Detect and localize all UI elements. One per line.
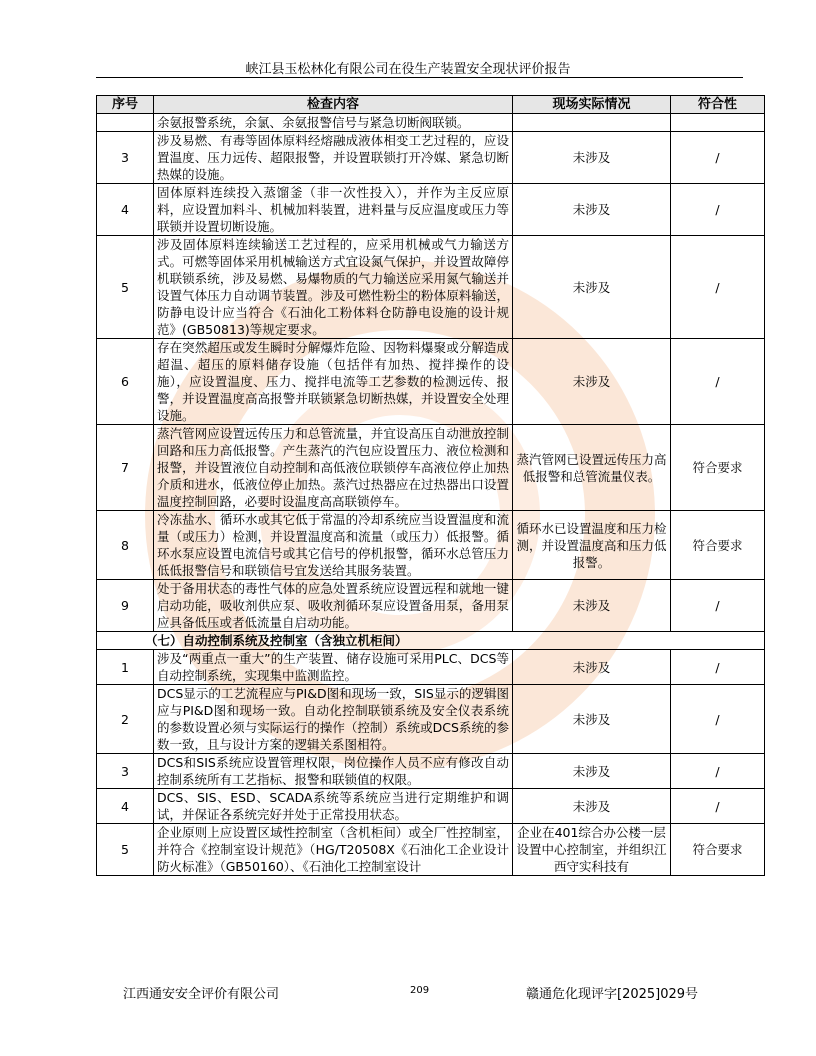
row-no: 6	[97, 339, 154, 425]
table-row	[97, 789, 765, 824]
table-row	[97, 425, 765, 511]
col-header-content: 检查内容	[154, 96, 513, 114]
table-row	[97, 685, 765, 754]
row-status: 蒸汽管网已设置远传压力高低报警和总管流量仪表。	[513, 425, 671, 511]
row-status: 未涉及	[513, 184, 671, 236]
row-no: 2	[97, 685, 154, 754]
table-row	[97, 580, 765, 632]
table-row	[97, 511, 765, 580]
row-content: 存在突然超压或发生瞬时分解爆炸危险、因物料爆聚或分解造成超温、超压的原料储存设施（包括伴有加热、搅拌操作的设施），应设置温度、压力、搅拌电流等工艺参数的检测远传、报警，并设置温度高高报警并联锁紧急切断热媒，并设置安全处理设施。	[154, 339, 513, 425]
row-compliance: /	[671, 754, 765, 789]
inspection-table	[96, 95, 765, 876]
col-header-status: 现场实际情况	[513, 96, 671, 114]
section-row	[97, 632, 765, 650]
row-status: 未涉及	[513, 132, 671, 184]
row-no: 5	[97, 236, 154, 339]
row-status: 未涉及	[513, 236, 671, 339]
row-compliance: /	[671, 789, 765, 824]
page-header: 峡江县玉松林化有限公司在役生产装置安全现状评价报告	[245, 62, 571, 77]
header-rule	[96, 77, 743, 78]
row-status: 企业在401综合办公楼一层设置中心控制室，并组织江西守实科技有	[513, 824, 671, 876]
row-compliance: /	[671, 184, 765, 236]
row-status: 未涉及	[513, 789, 671, 824]
row-content: 固体原料连续投入蒸馏釜（非一次性投入），并作为主反应原料，应设置加料斗、机械加料装置，进料量与反应温度或压力等联锁并设置切断设施。	[154, 184, 513, 236]
row-no: 9	[97, 580, 154, 632]
row-content: DCS、SIS、ESD、SCADA系统等系统应当进行定期维护和调试，并保证各系统完好并处于正常投用状态。	[154, 789, 513, 824]
row-compliance: 符合要求	[671, 824, 765, 876]
row-status: 未涉及	[513, 650, 671, 685]
row-status: 未涉及	[513, 339, 671, 425]
row-content: 企业原则上应设置区域性控制室（含机柜间）或全厂性控制室，并符合《控制室设计规范》（HG/T20508X《石油化工企业设计防火标准》（GB50160）、《石油化工控制室设计	[154, 824, 513, 876]
row-content: 涉及易燃、有毒等固体原料经熔融成液体相变工艺过程的，应设置温度、压力远传、超限报警，并设置联锁打开冷媒、紧急切断热媒的设施。	[154, 132, 513, 184]
row-no: 3	[97, 132, 154, 184]
row-content: 涉及“两重点一重大”的生产装置、储存设施可采用PLC、DCS等自动控制系统，实现集中监测监控。	[154, 650, 513, 685]
footer-page-number: 209	[410, 985, 430, 996]
table-row	[97, 824, 765, 876]
row-compliance: 符合要求	[671, 425, 765, 511]
col-header-no: 序号	[97, 96, 154, 114]
row-no: 5	[97, 824, 154, 876]
row-content: DCS和SIS系统应设置管理权限，岗位操作人员不应有修改自动控制系统所有工艺指标、报警和联锁值的权限。	[154, 754, 513, 789]
table-row	[97, 754, 765, 789]
row-compliance: /	[671, 580, 765, 632]
row-compliance: /	[671, 236, 765, 339]
footer-company: 江西通安安全评价有限公司	[123, 987, 280, 1002]
row-status	[513, 114, 671, 132]
table-row	[97, 236, 765, 339]
row-no: 4	[97, 184, 154, 236]
row-no: 8	[97, 511, 154, 580]
row-content: 冷冻盐水、循环水或其它低于常温的冷却系统应当设置温度和流量（或压力）检测，并设置温度高和流量（或压力）低报警。循环水泵应设置电流信号或其它信号的停机报警，循环水总管压力低低报警信号和联锁信号宜发送给其服务装置。	[154, 511, 513, 580]
row-no: 7	[97, 425, 154, 511]
row-compliance: /	[671, 650, 765, 685]
table-row	[97, 339, 765, 425]
row-compliance: /	[671, 339, 765, 425]
table-row	[97, 650, 765, 685]
row-status: 循环水已设置温度和压力检测，并设置温度高和压力低报警。	[513, 511, 671, 580]
row-content: 涉及固体原料连续输送工艺过程的，应采用机械或气力输送方式。可燃等固体采用机械输送方式宜设氮气保护，并设置故障停机联锁系统，涉及易燃、易爆物质的气力输送应采用氮气输送并设置气体压力自动调节装置。涉及可燃性粉尘的粉体原料输送，防静电设计应当符合《石油化工粉体料仓防静电设施的设计规范》(GB50813)等规定要求。	[154, 236, 513, 339]
row-compliance: /	[671, 685, 765, 754]
row-no	[97, 114, 154, 132]
row-content: 处于备用状态的毒性气体的应急处置系统应设置远程和就地一键启动功能，吸收剂供应泵、吸收剂循环泵应设置备用泵，备用泵应具备低压或者低流量自启动功能。	[154, 580, 513, 632]
row-status: 未涉及	[513, 685, 671, 754]
row-status: 未涉及	[513, 580, 671, 632]
section-title: （七）自动控制系统及控制室（含独立机柜间）	[97, 632, 765, 650]
col-header-compliance: 符合性	[671, 96, 765, 114]
table-header-row	[97, 96, 765, 114]
table-row	[97, 184, 765, 236]
footer-doc-number: 赣通危化现评字[2025]029号	[526, 987, 699, 1002]
table-row	[97, 114, 765, 132]
row-compliance: /	[671, 132, 765, 184]
row-no: 4	[97, 789, 154, 824]
row-no: 3	[97, 754, 154, 789]
row-status: 未涉及	[513, 754, 671, 789]
row-no: 1	[97, 650, 154, 685]
row-compliance: 符合要求	[671, 511, 765, 580]
row-content: DCS显示的工艺流程应与PI&D图和现场一致，SIS显示的逻辑图应与PI&D图和现场一致。自动化控制联锁系统及安全仪表系统的参数设置必须与实际运行的操作（控制）系统或DCS系统的参数一致，且与设计方案的逻辑关系图相符。	[154, 685, 513, 754]
row-content: 蒸汽管网应设置远传压力和总管流量，并宜设高压自动泄放控制回路和压力高低报警。产生蒸汽的汽包应设置压力、液位检测和报警，并设置液位自动控制和高低液位联锁停车高液位停止加热介质和进水，低液位停止加热。蒸汽过热器应在过热器出口设置温度控制回路，必要时设温度高高联锁停车。	[154, 425, 513, 511]
row-content: 余氨报警系统，余氯、余氨报警信号与紧急切断阀联锁。	[154, 114, 513, 132]
row-compliance	[671, 114, 765, 132]
table-row	[97, 132, 765, 184]
